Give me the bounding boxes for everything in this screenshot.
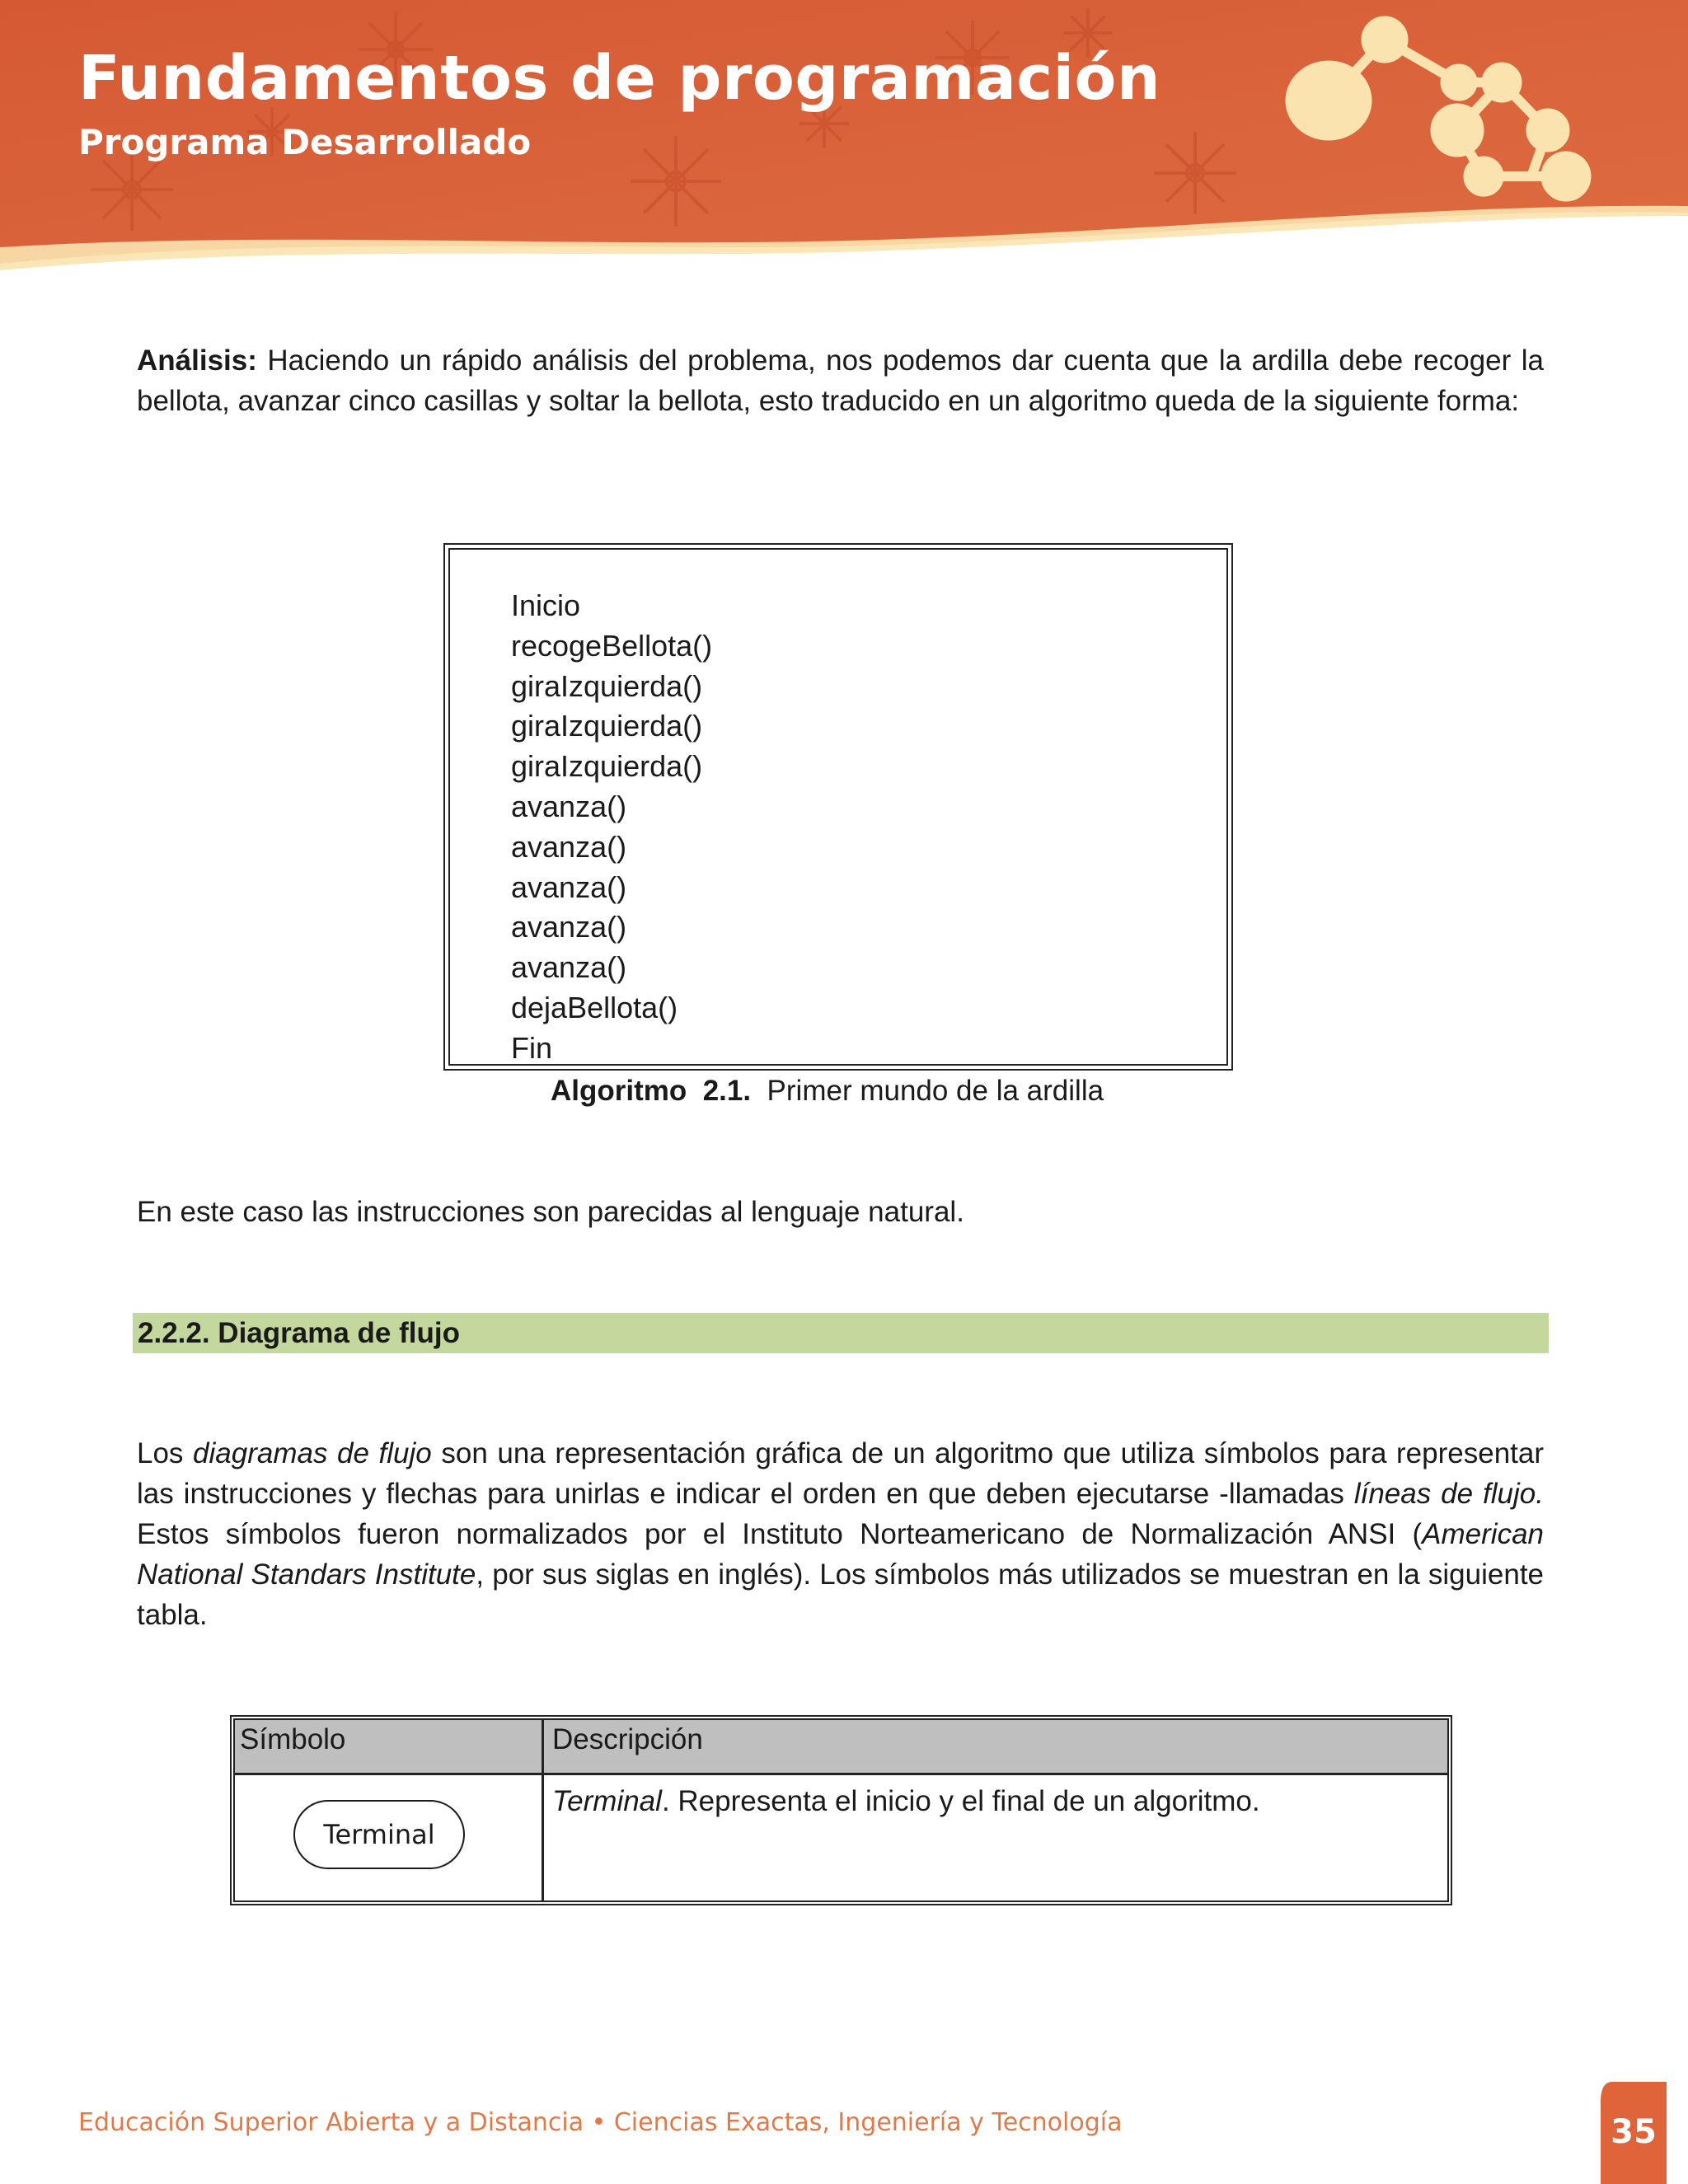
algorithm-caption-text: Primer mundo de la ardilla [751,1075,1104,1107]
flow-diagram-paragraph [137,1433,1560,1635]
algorithm-line: recogeBellota() [511,628,713,663]
terminal-description [552,1781,1436,1822]
flow-emphasis-1: diagramas de flujo [193,1437,432,1469]
terminal-description-term: Terminal [552,1785,662,1817]
column-divider [542,1720,544,1900]
natural-language-note: En este caso las instrucciones son parecidas al lenguaje natural. [137,1196,964,1228]
symbol-table [230,1715,1452,1905]
algorithm-caption-label: Algoritmo 2.1. [551,1075,752,1107]
header-banner [0,0,1688,288]
algorithm-line: avanza() [511,910,627,944]
flow-emphasis-2: líneas de flujo. [1353,1478,1544,1510]
algorithm-box [443,543,1233,1071]
analysis-text: Haciendo un rápido análisis del problema, nos podemos dar cuenta que la ardilla debe recoger la bellota, avanzar cinco casillas y soltar la bellota, esto traducido en un algoritmo queda de la siguiente forma: [137,344,1544,417]
flow-text-3: Estos símbolos fueron normalizados por el Instituto Norteamericano de Normalización ANSI ( [137,1478,1560,1550]
algorithm-line: giraIzquierda() [511,709,703,743]
algorithm-lines [511,586,712,1069]
column-header-description: Descripción [552,1723,703,1755]
page-number: 35 [1611,2113,1657,2151]
algorithm-line: avanza() [511,869,627,904]
algorithm-line: avanza() [511,789,627,823]
terminal-symbol: Terminal [293,1800,465,1869]
algorithm-line: avanza() [511,829,627,864]
algorithm-line: Inicio [511,588,581,622]
algorithm-line: avanza() [511,950,627,985]
flow-text-1: Los [137,1437,194,1469]
algorithm-line: Fin [511,1030,553,1065]
analysis-label: Análisis: [137,344,257,377]
algorithm-line: giraIzquierda() [511,668,703,703]
algorithm-caption [551,1071,1104,1112]
footer-text: Educación Superior Abierta y a Distancia • Ciencias Exactas, Ingeniería y Tecnología [78,2108,1123,2137]
section-header [133,1313,1549,1353]
flow-text-2: son una representación gráfica de un algoritmo que utiliza símbolos para representar las instrucciones y flechas para unirlas e indicar el orden en que deben ejecutarse -llamadas [137,1437,1545,1510]
terminal-description-text: . Representa el inicio y el final de un algoritmo. [661,1785,1260,1817]
algorithm-line: dejaBellota() [511,990,678,1024]
document-title: Fundamentos de programación [78,43,1161,114]
section-title: 2.2.2. Diagrama de flujo [138,1317,460,1349]
analysis-paragraph [137,340,1544,421]
flow-emphasis-3: American National Standars Institute [137,1518,1544,1591]
symbol-table-header [235,1720,1447,1775]
flow-text-4: , por sus siglas en inglés). Los símbolos más utilizados se muestran en la siguiente tabla. [137,1558,1545,1631]
document-subtitle: Programa Desarrollado [78,122,532,162]
algorithm-line: giraIzquierda() [511,749,703,784]
column-header-symbol: Símbolo [240,1723,346,1755]
page-number-tab [1601,2082,1667,2184]
